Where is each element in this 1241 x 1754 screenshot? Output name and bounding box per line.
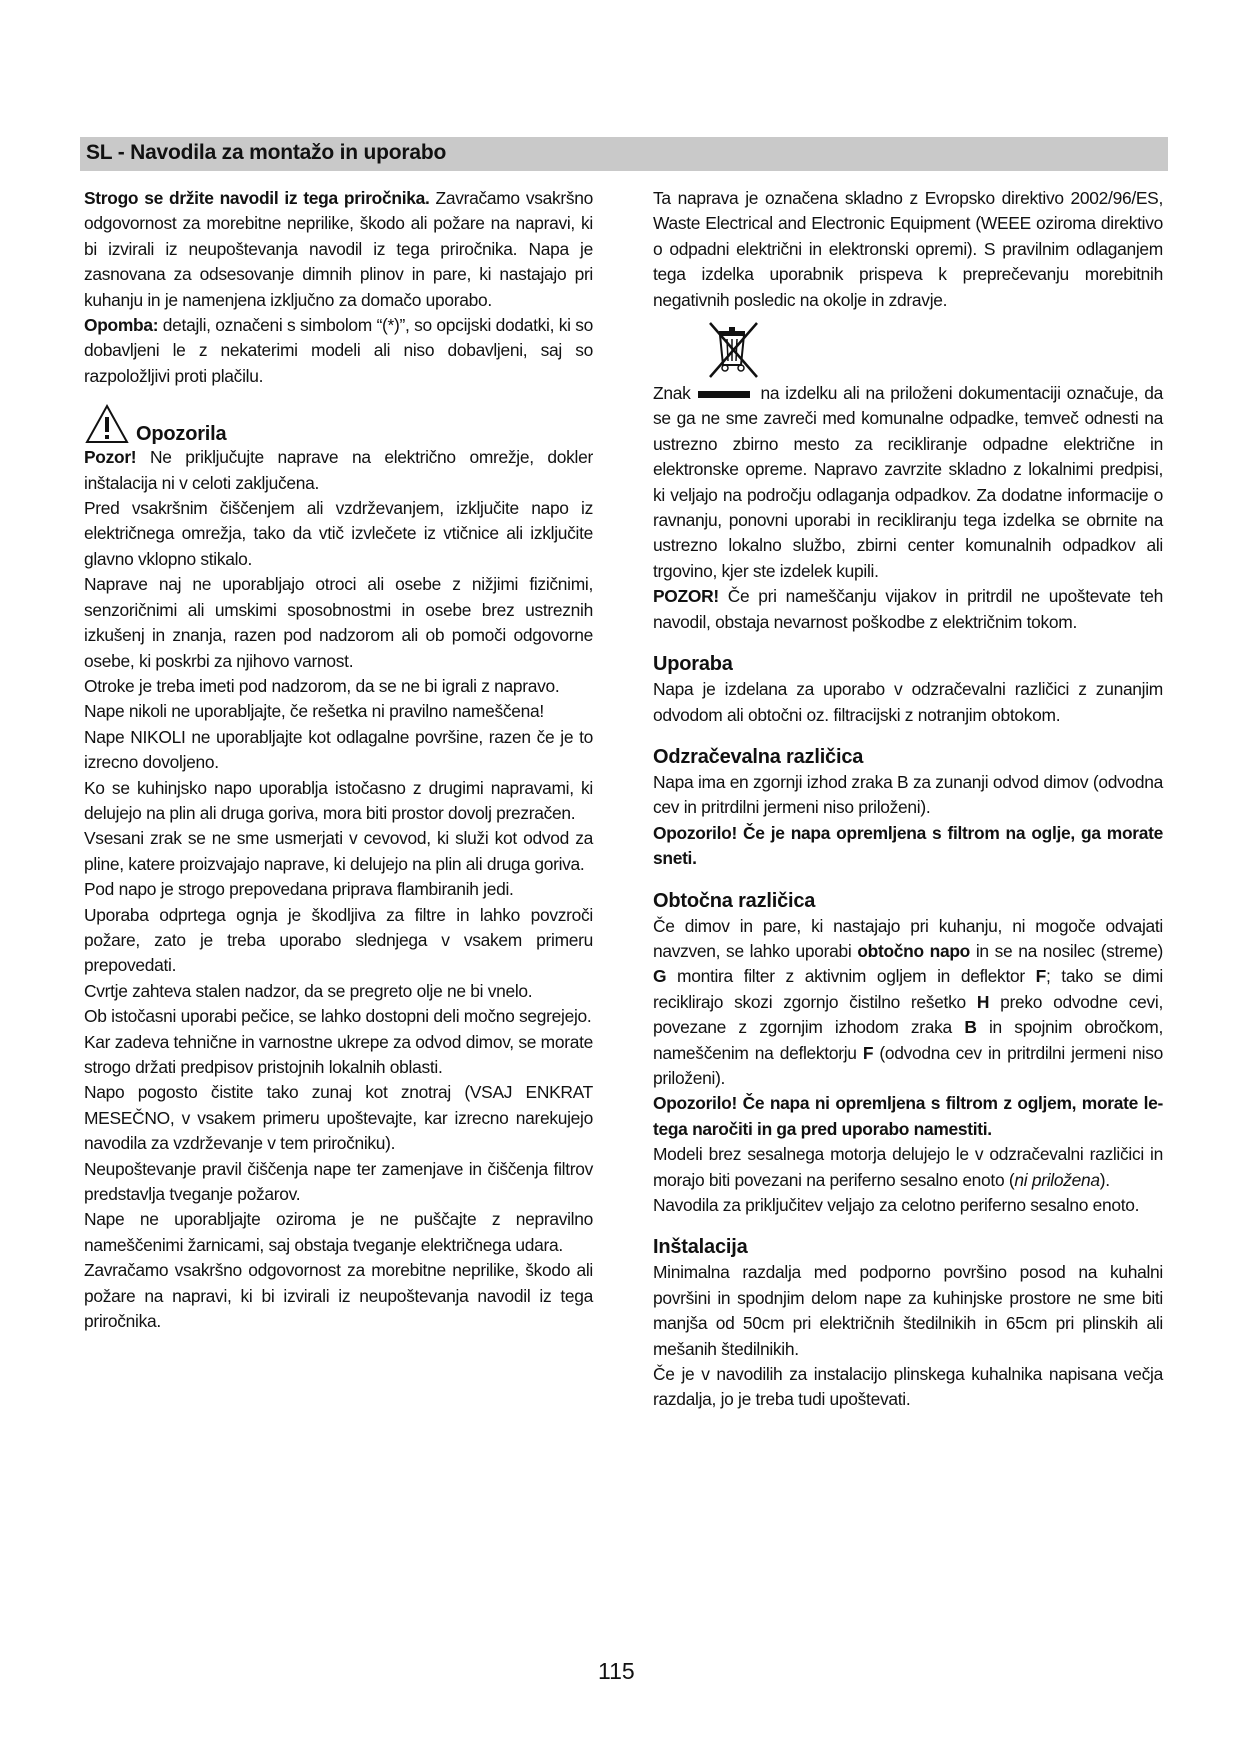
obtoc-text: ; tako se dimi reciklirajo skozi zgornjo čistilno rešetko [653, 966, 1163, 1012]
note-paragraph [84, 313, 593, 389]
warning-paragraph: Cvrtje zahteva stalen nadzor, da se pregreto olje ne bi vnelo. [84, 980, 533, 1001]
uporaba-paragraph: Napa je izdelana za uporabo v odzračevalni različici z zunanjim odvodom ali obtočni oz. filtracijski z notranjim obtokom. [653, 679, 1163, 725]
warning-paragraph: Vsesani zrak se ne sme usmerjati v cevovod, ki služi kot odvod za pline, katere proizvajajo naprave, ki delujejo na plin ali druga goriva. [84, 828, 593, 874]
obtoc-text: in spojnim obročkom, nameščenim na deflektorju [653, 1017, 1163, 1063]
instalacija-title: Inštalacija [653, 1236, 748, 1259]
odzracevalna-warning [653, 821, 1163, 872]
warning-paragraph: Nape nikoli ne uporabljajte, če rešetka ni pravilno nameščena! [84, 701, 544, 722]
pozor2-bold: POZOR! [653, 586, 719, 607]
obtoc-bold: obtočno napo [857, 940, 970, 961]
intro-paragraph [84, 186, 593, 313]
note-text: detajli, označeni s simbolom “(*)”, so opcijski dodatki, ki so dobavljeni le z nekaterimi modeli ali niso dobavljeni, saj so razpoložljivi proti plačilu. [84, 315, 593, 386]
warning-paragraph: Pred vsakršnim čiščenjem ali vzdrževanjem, izključite napo iz električnega omrežja, tako da vtič izvlečete iz vtičnice ali izključite glavno vklopno stikalo. [84, 498, 593, 569]
obtoc-text: (odvodna cev in pritrdilni jermeni niso priloženi). [653, 1042, 1163, 1088]
warning-paragraph: Zavračamo vsakršno odgovornost za morebitne neprilike, škodo ali požare na napravi, ki bi izvirali iz neupoštevanja navodil iz tega priročnika. [84, 1260, 593, 1332]
right-column [653, 186, 1163, 1413]
modeli-paragraph [653, 1142, 1163, 1193]
warning-paragraph: Naprave naj ne uporabljajo otroci ali osebe z nižjimi fizičnimi, senzoričnimi ali umskimi sposobnostmi in osebe brez ustreznih izkušenj in znanja, razen pod nadzorom ali ob pomoči odgovorne osebe, ki poskrbi za njihovo varnost. [84, 574, 593, 671]
obtocna-title: Obtočna različica [653, 889, 816, 912]
uporaba-title: Uporaba [653, 653, 733, 676]
instalacija-paragraph: Minimalna razdalja med podporno površino posod na kuhalni površini in spodnjim delom nape za kuhinjske prostore ne sme biti manjša od 50cm pri električnih štedilnikih in 65cm pri plinskih ali mešanih štedilnikih. [653, 1262, 1163, 1359]
obtoc-bold: H [976, 991, 990, 1012]
warning-paragraph: Napo pogosto čistite tako zunaj kot znotraj (VSAJ ENKRAT MESEČNO, v vsakem primeru upoštevajte, kar izrecno narekujejo navodila za vzdrževanje v tem priročniku). [84, 1082, 593, 1154]
warning-paragraph: Uporaba odprtega ognja je škodljiva za filtre in lahko povzroči požare, zato je treba uporabo slednjega v vsakem primeru prepovedati. [84, 904, 593, 976]
obtoc-text: Če dimov in pare, ki nastajajo pri kuhanju, ni mogoče odvajati navzven, se lahko uporabi [653, 915, 1163, 961]
obtoc-warning-bold: Opozorilo! Če napa ni opremljena s filtrom z ogljem, morate le-tega naročiti in ga pred uporabo namestiti. [653, 1093, 1163, 1139]
modeli-italic: ni priložena [1014, 1169, 1100, 1190]
pozor-text: Ne priključujte naprave na električno omrežje, dokler inštalacija ni v celoti zaključena. [84, 447, 593, 493]
warning-paragraph: Ob istočasni uporabi pečice, se lahko dostopni deli močno segrejejo. [84, 1006, 592, 1027]
modeli-text: Modeli brez sesalnega motorja delujejo le v odzračevalni različici in morajo biti povezani na periferno sesalno enoto ( [653, 1144, 1163, 1190]
obtoc-text: preko odvodne cevi, povezane z zgornjim izhodom zraka [653, 991, 1163, 1038]
section-header [80, 137, 1168, 171]
warning-triangle-icon [84, 403, 130, 445]
warning-paragraph: Ko se kuhinjsko napo uporablja istočasno z drugimi napravami, ki delujejo na plin ali druga goriva, mora biti prostor dovolj prezračen. [84, 777, 593, 823]
bar-symbol-icon [698, 391, 750, 398]
obtocna-paragraph [653, 914, 1163, 1092]
odzr-warning-bold: Opozorilo! Če je napa opremljena s filtrom na oglje, ga morate sneti. [653, 822, 1163, 869]
znak-word: Znak [653, 383, 691, 404]
instalacija-paragraph-2: Če je v navodilih za instalacijo plinskega kuhalnika napisana večja razdalja, jo je treba tudi upoštevati. [653, 1364, 1163, 1410]
warning-paragraph: Otroke je treba imeti pod nadzorom, da se ne bi igrali z napravo. [84, 675, 560, 696]
warning-paragraph: Nape NIKOLI ne uporabljajte kot odlagalne površine, razen če je to izrecno dovoljeno. [84, 726, 593, 773]
left-column [84, 186, 593, 1334]
crossed-bin-icon [705, 319, 763, 381]
page-number: 115 [598, 1658, 635, 1684]
pozor-bold: Pozor! [84, 447, 137, 468]
note-bold: Opomba: [84, 315, 159, 336]
pozor-paragraph [84, 445, 593, 496]
intro-text: Zavračamo vsakršno odgovornost za morebitne neprilike, škodo ali požare na napravi, ki bi izvirali iz neupoštevanja navodil iz tega priročnika. Napa je zasnovana za odsesovanje dimnih plinov in pare, ki nastajajo pri kuhanju in je namenjena izključno za domačo uporabo. [84, 188, 594, 310]
warning-paragraph: Nape ne uporabljajte oziroma je ne puščajte z nepravilno nameščenimi žarnicami, saj obstaja tveganje električnega udara. [84, 1209, 593, 1255]
weee-paragraph: Ta naprava je označena skladno z Evropsko direktivo 2002/96/ES, Waste Electrical and Electronic Equipment (WEEE oziroma direktivo o odpadni električni in elektronski opremi). S pravilnim odlaganjem tega izdelka uporabnik prispeva k preprečevanju morebitnih negativnih posledic na okolje in zdravje. [653, 188, 1163, 310]
obtocna-warning [653, 1091, 1163, 1142]
obtoc-bold: F [1035, 966, 1046, 987]
navodila-paragraph: Navodila za priključitev veljajo za celotno periferno sesalno enoto. [653, 1195, 1140, 1215]
znak-text: na izdelku ali na priloženi dokumentaciji označuje, da se ga ne sme zavreči med komunalne odpadke, temveč odnesti na ustrezno zbirno mesto za recikliranje odpadne električne in elektronske opreme. Napravo zavrzite skladno z lokalnimi predpisi, ki veljajo na področju odlaganja odpadkov. Za dodatne informacije o ravnanju, ponovni uporabi in recikliranju tega izdelka se obrnite na ustrezno lokalno službo, zbirni center komunalnih odpadkov ali trgovino, kjer ste izdelek kupili. [653, 383, 1163, 581]
obtoc-text: in se na nosilec (streme) [969, 940, 1163, 961]
znak-paragraph [653, 381, 1163, 584]
obtoc-text: montira filter z aktivnim ogljem in deflektor [666, 966, 1036, 987]
section-title: SL - Navodila za montažo in uporabo [86, 141, 447, 164]
odzracevalna-paragraph: Napa ima en zgornji izhod zraka B za zunanji odvod dimov (odvodna cev in pritrdilni jermeni niso priloženi). [653, 771, 1163, 818]
warning-paragraph: Neupoštevanje pravil čiščenja nape ter zamenjave in čiščenja filtrov predstavlja tveganje požarov. [84, 1158, 593, 1205]
obtoc-bold: F [862, 1042, 874, 1063]
pozor2-text: Če pri nameščanju vijakov in pritrdil ne upoštevate teh navodil, obstaja nevarnost poškodbe z električnim tokom. [653, 586, 1163, 632]
pozor2-paragraph [653, 584, 1163, 635]
obtoc-bold: B [964, 1017, 977, 1038]
warnings-title: Opozorila [136, 423, 227, 446]
warning-paragraph: Pod napo je strogo prepovedana priprava flambiranih jedi. [84, 879, 514, 900]
warnings-heading [84, 403, 593, 445]
obtoc-bold: G [653, 966, 667, 987]
warning-paragraph: Kar zadeva tehnične in varnostne ukrepe za odvod dimov, se morate strogo držati predpisov pristojnih lokalnih oblasti. [84, 1031, 593, 1077]
intro-bold: Strogo se držite navodil iz tega priročnika. [84, 188, 430, 208]
odzracevalna-title: Odzračevalna različica [653, 745, 864, 768]
modeli-end: ). [1099, 1169, 1110, 1190]
